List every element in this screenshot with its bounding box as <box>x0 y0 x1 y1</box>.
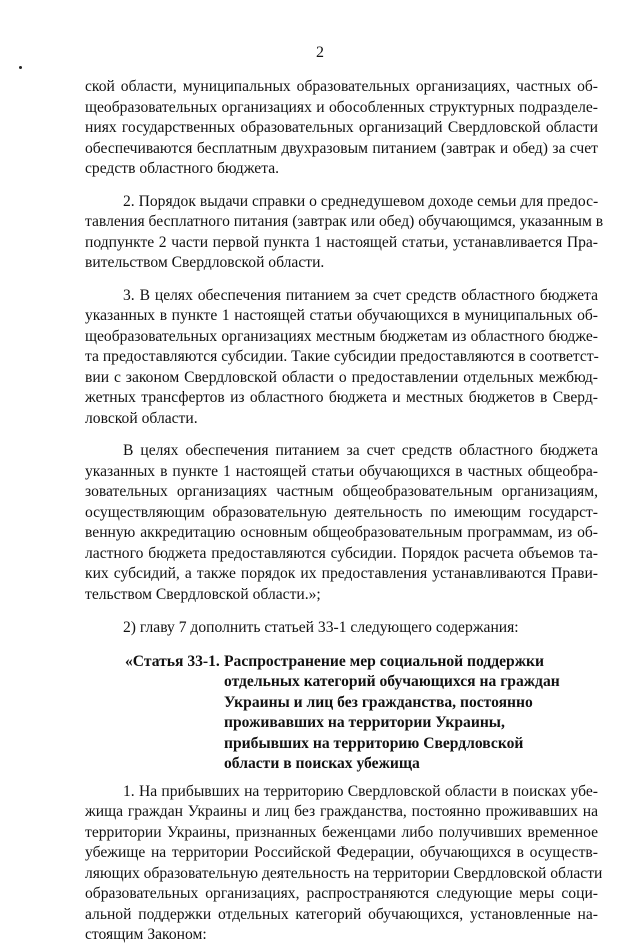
text-line: указанных в пункте 1 настоящей статьи обучающихся в муниципальных об- <box>85 307 598 324</box>
paragraph-4 <box>85 441 598 605</box>
text-line: В целях обеспечения питанием за счет средств областного бюджета <box>123 442 598 459</box>
scan-speck <box>19 66 22 69</box>
article-heading <box>85 652 598 772</box>
text-line: образовательных организациях, распространяются следующие меры соци- <box>85 885 598 902</box>
text-line: щеобразовательных организациях местным бюджетам из областного бюдже- <box>85 327 598 345</box>
text-line: вительством Свердловской области. <box>85 254 325 271</box>
text-line: 2) главу 7 дополнить статьей 33-1 следующего содержания: <box>123 619 519 636</box>
text-line: ловской области. <box>85 409 198 427</box>
paragraph-2 <box>85 192 604 274</box>
text-line: жетных трансфертов из областного бюджета и местных бюджетов в Сверд- <box>85 389 598 406</box>
article-title <box>224 652 559 775</box>
text-line: средств областного бюджета. <box>85 160 280 177</box>
text-line: территории Украины, признанных беженцами либо получивших временное <box>85 823 598 841</box>
page-number: 2 <box>316 44 324 61</box>
text-line: ких субсидий, а также порядок их предоставления устанавливаются Прави- <box>85 565 598 582</box>
text-line: альной поддержки отдельных категорий обучающихся, установленные на- <box>85 905 598 923</box>
paragraph-1 <box>85 77 598 180</box>
article-number: «Статья 33-1. <box>125 652 220 670</box>
text-line: ляющих образовательную деятельность на территории Свердловской области <box>85 864 603 882</box>
text-line: 2. Порядок выдачи справки о среднедушевом доходе семьи для предос- <box>123 192 599 210</box>
text-line: стоящим Законом: <box>85 926 207 943</box>
text-line: тавления бесплатного питания (завтрак или обед) обучающимся, указанным в <box>85 213 604 230</box>
article-body <box>85 782 603 946</box>
article-title-line: Украины и лиц без гражданства, постоянно <box>224 693 533 711</box>
paragraph-3 <box>85 286 598 430</box>
text-line: указанных в пункте 1 настоящей статьи обучающихся в частных общеобра- <box>85 462 598 480</box>
article-title-line: отдельных категорий обучающихся на граждан <box>224 673 560 690</box>
article-title-line: области в поисках убежища <box>224 755 420 772</box>
paragraph-5 <box>85 618 598 639</box>
text-line: та предоставляются субсидии. Такие субсидии предоставляются в соответст- <box>85 348 599 365</box>
text-line: вии с законом Свердловской области о предоставлении отдельных межбюд- <box>85 368 598 386</box>
text-line: 3. В целях обеспечения питанием за счет средств областного бюджета <box>123 286 598 304</box>
text-line: осуществляющим образовательную деятельность по имеющим государст- <box>85 503 598 521</box>
text-line: венную аккредитацию основным общеобразовательным программам, из об- <box>85 524 598 541</box>
text-line: убежище на территории Российской Федерации, обучающихся в осуществ- <box>85 844 598 861</box>
text-line: тельством Свердловской области.»; <box>85 585 321 603</box>
text-line: щеобразовательных организациях и обособленных структурных подразделе- <box>85 98 598 116</box>
text-line: 1. На прибывших на территорию Свердловской области в поисках убе- <box>123 782 598 800</box>
text-line: жища граждан Украины и лиц без гражданства, постоянно проживавших на <box>85 803 598 820</box>
text-line: ской области, муниципальных образовательных организациях, частных об- <box>85 78 598 95</box>
article-title-line: Распространение мер социальной поддержки <box>224 652 545 670</box>
text-line: зовательных организациях частным общеобразовательным организациям, <box>85 483 598 500</box>
document-body <box>85 77 604 946</box>
text-line: ниях государственных образовательных организаций Свердловской области <box>85 119 598 136</box>
article-title-line: прибывших на территорию Свердловской <box>224 734 524 752</box>
article-title-line: проживавших на территории Украины, <box>224 714 505 731</box>
text-line: обеспечиваются бесплатным двухразовым питанием (завтрак и обед) за счет <box>85 139 598 157</box>
text-line: подпункте 2 части первой пункта 1 настоящей статьи, устанавливается Пра- <box>85 233 598 251</box>
text-line: ластного бюджета предоставляются субсидии. Порядок расчета объемов та- <box>85 544 598 562</box>
